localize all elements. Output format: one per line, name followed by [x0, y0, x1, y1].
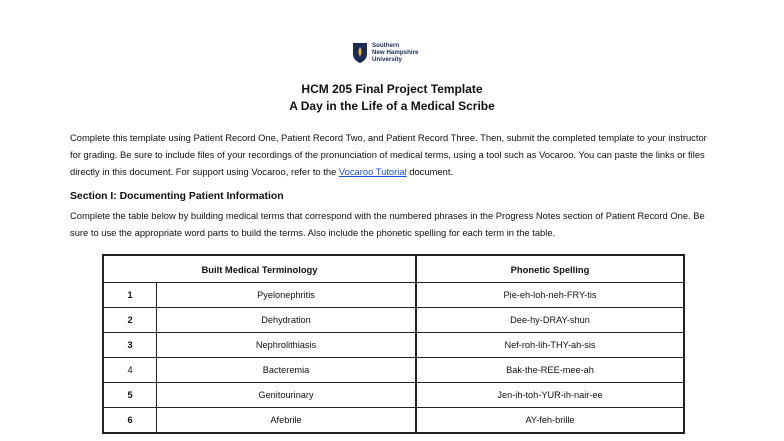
term-cell[interactable]: Dehydration — [157, 308, 417, 333]
term-cell[interactable]: Afebrile — [157, 408, 417, 434]
vocaroo-tutorial-link[interactable]: Vocaroo Tutorial — [338, 166, 407, 177]
phonetic-cell[interactable]: Pie-eh-loh-neh-FRY-tis — [416, 283, 684, 308]
term-cell[interactable]: Pyelonephritis — [157, 283, 417, 308]
table-header-row — [103, 255, 684, 283]
table-row — [103, 408, 684, 434]
table-row — [103, 308, 684, 333]
row-number: 4 — [103, 358, 157, 383]
document-subtitle: A Day in the Life of a Medical Scribe — [289, 99, 495, 113]
row-number: 5 — [103, 383, 157, 408]
row-number: 2 — [103, 308, 157, 333]
section-instructions: Complete the table below by building medical terms that correspond with the numbered phrases in the Progress Notes section of Patient Record One. Be sure to use the appropriate word parts to build the terms. Also include the phonetic spelling for each term in the table. — [70, 210, 705, 238]
header-phonetic-spelling: Phonetic Spelling — [416, 255, 684, 283]
shield-icon — [352, 42, 368, 64]
term-cell[interactable]: Bacteremia — [157, 358, 417, 383]
table-row — [103, 333, 684, 358]
table-row — [103, 358, 684, 383]
term-cell[interactable]: Genitourinary — [157, 383, 417, 408]
row-number: 6 — [103, 408, 157, 434]
table-row — [103, 383, 684, 408]
phonetic-cell[interactable]: Bak-the-REE-mee-ah — [416, 358, 684, 383]
row-number: 3 — [103, 333, 157, 358]
table-row — [103, 283, 684, 308]
university-logo — [352, 42, 418, 64]
header-built-terminology: Built Medical Terminology — [103, 255, 416, 283]
intro-paragraph: Complete this template using Patient Record One, Patient Record Two, and Patient Record Three. Then, submit the completed template to your instructor for grading. Be sure to include files of your recordings of the pronunciation of medical terms, using a tool such as Vocaroo. You can paste the links or files directly in this document. For support using Vocaroo, refer to the Vocaroo Tutorial document. — [70, 132, 707, 177]
terminology-table — [102, 254, 685, 434]
phonetic-cell[interactable]: Jen-ih-toh-YUR-ih-nair-ee — [416, 383, 684, 408]
logo-wordmark: Southern New Hampshire University — [372, 42, 419, 63]
term-cell[interactable]: Nephrolithiasis — [157, 333, 417, 358]
phonetic-cell[interactable]: AY-feh-brille — [416, 408, 684, 434]
row-number: 1 — [103, 283, 157, 308]
phonetic-cell[interactable]: Nef-roh-lih-THY-ah-sis — [416, 333, 684, 358]
phonetic-cell[interactable]: Dee-hy-DRAY-shun — [416, 308, 684, 333]
section-heading: Section I: Documenting Patient Information — [70, 191, 284, 202]
document-title: HCM 205 Final Project Template — [301, 82, 483, 96]
